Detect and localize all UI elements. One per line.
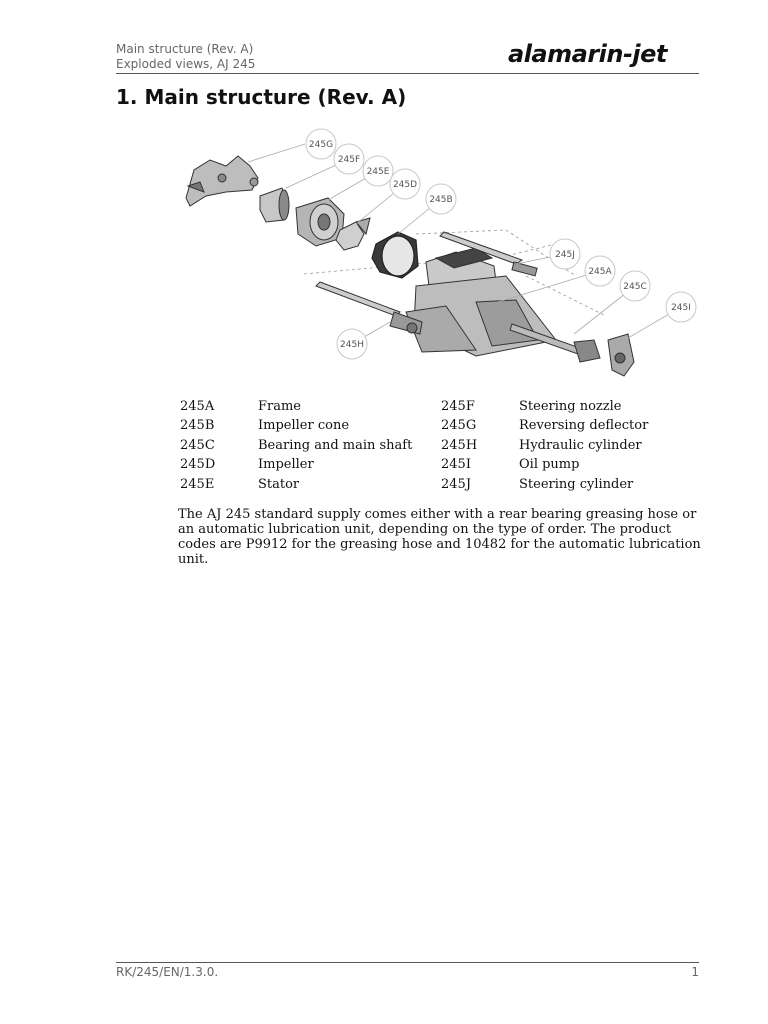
part-code: 245E <box>180 476 215 492</box>
document-code: RK/245/EN/1.3.0. <box>116 965 219 979</box>
part-name: Hydraulic cylinder <box>519 437 642 453</box>
part-name: Frame <box>258 399 302 414</box>
callout-245c <box>620 271 650 301</box>
callout-245d <box>390 169 420 199</box>
svg-text:245B: 245B <box>429 195 453 205</box>
header-subtitle: Exploded views, AJ 245 <box>116 57 256 71</box>
svg-text:245G: 245G <box>308 140 334 150</box>
table-row <box>180 418 700 437</box>
callout-245i <box>666 292 696 322</box>
header-section-title: Main structure (Rev. A) <box>116 42 254 56</box>
part-code: 245J <box>441 476 472 492</box>
alamarin-jet-logo: alamarin-jet <box>508 40 667 68</box>
svg-text:245I: 245I <box>671 303 691 313</box>
supply-note-paragraph: The AJ 245 standard supply comes either with a rear bearing greasing hose or an automatic lubrication unit, depending on the type of order. The product codes are P9912 for the greasing hose and 10482 for the automatic lubrication unit. <box>178 507 701 567</box>
reversing-deflector-part <box>186 156 258 206</box>
part-name: Steering nozzle <box>519 399 622 414</box>
hydraulic-cylinder-part <box>316 282 422 334</box>
part-code: 245H <box>441 437 478 453</box>
callout-245h <box>337 329 367 359</box>
part-name: Stator <box>258 476 300 492</box>
page-number: 1 <box>691 965 699 979</box>
oil-pump-part <box>608 334 634 376</box>
svg-text:245C: 245C <box>623 282 647 292</box>
table-row <box>180 457 700 476</box>
running-header <box>116 42 255 72</box>
svg-text:245E: 245E <box>366 167 390 177</box>
impeller-housing-ring-part <box>372 232 418 278</box>
table-row <box>180 438 700 457</box>
part-name: Impeller cone <box>258 418 350 434</box>
part-code: 245D <box>180 457 216 473</box>
part-code: 245C <box>180 437 215 453</box>
part-name: Bearing and main shaft <box>258 437 413 453</box>
parts-table <box>180 399 700 496</box>
table-row <box>180 477 700 496</box>
steering-nozzle-part <box>260 188 289 222</box>
callout-245a <box>585 256 615 286</box>
part-code: 245B <box>180 418 215 434</box>
svg-text:245H: 245H <box>340 340 364 350</box>
page-title: 1. Main structure (Rev. A) <box>116 85 407 109</box>
header-divider <box>116 73 699 74</box>
callout-245j <box>550 239 580 269</box>
callout-245e <box>363 156 393 186</box>
part-name: Impeller <box>258 457 314 473</box>
callout-245g <box>306 129 336 159</box>
exploded-view-diagram <box>176 126 706 384</box>
callout-245b <box>426 184 456 214</box>
svg-text:245A: 245A <box>588 267 612 277</box>
svg-text:245J: 245J <box>555 250 575 260</box>
part-name: Oil pump <box>519 457 580 473</box>
part-code: 245I <box>441 457 471 473</box>
part-code: 245F <box>441 399 475 414</box>
part-code: 245G <box>441 418 477 434</box>
frame-part <box>406 248 556 356</box>
footer-divider <box>116 962 699 963</box>
table-row <box>180 399 700 418</box>
callout-245f <box>334 144 364 174</box>
part-code: 245A <box>180 399 215 414</box>
svg-text:245D: 245D <box>392 180 418 190</box>
part-name: Steering cylinder <box>519 476 634 492</box>
part-name: Reversing deflector <box>519 418 649 434</box>
svg-text:245F: 245F <box>337 155 361 165</box>
